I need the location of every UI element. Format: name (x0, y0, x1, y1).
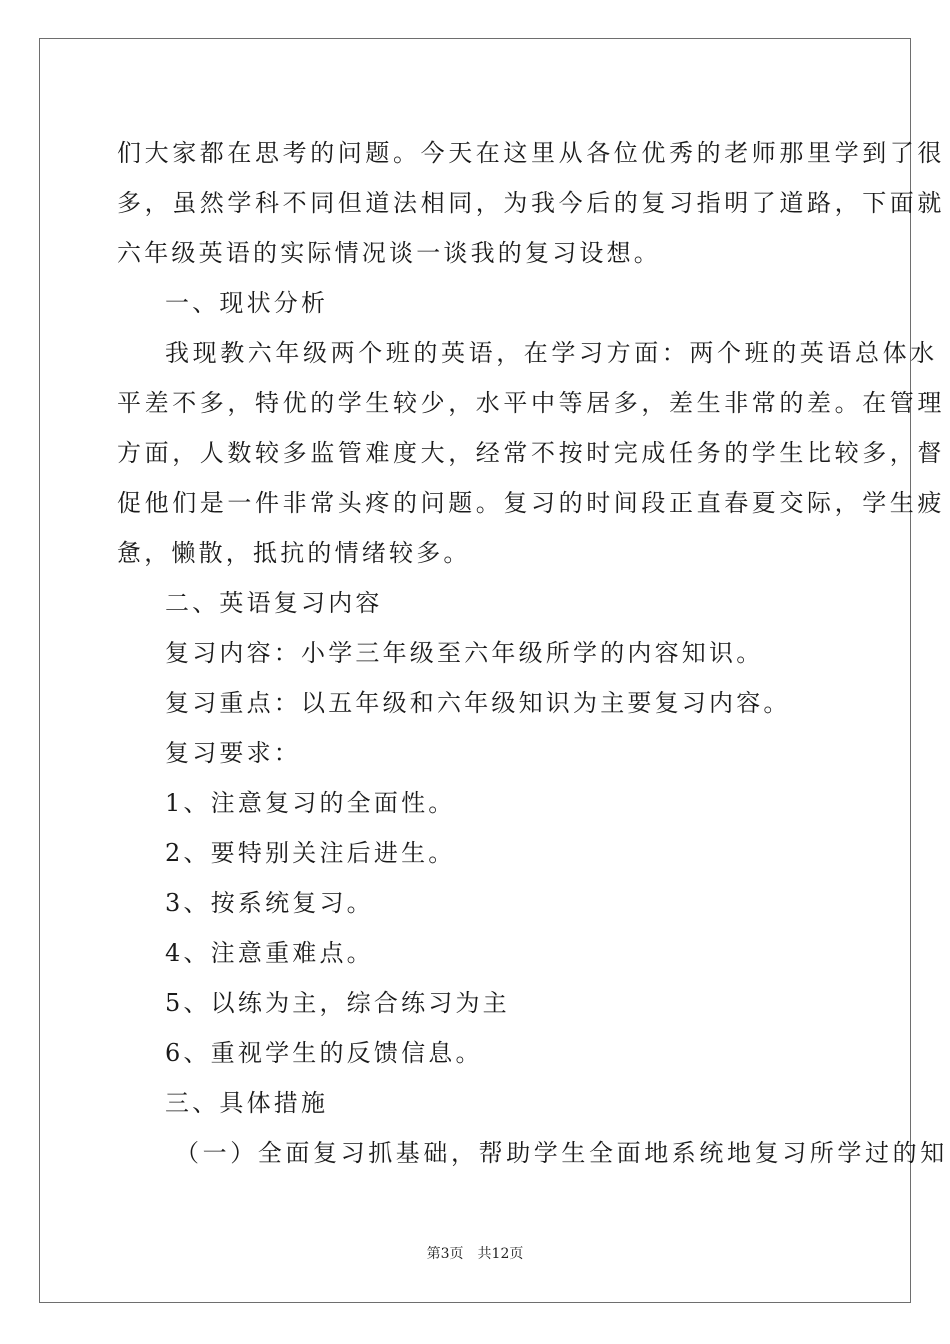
paragraph-line: 们大家都在思考的问题。今天在这里从各位优秀的老师那里学到了很 (117, 139, 945, 167)
paragraph-line: 惫，懒散，抵抗的情绪较多。 (117, 539, 471, 567)
section-heading-2: 二、英语复习内容 (165, 589, 383, 617)
requirement-item: 2、要特别关注后进生。 (165, 839, 456, 867)
requirement-item: 1、注意复习的全面性。 (165, 789, 456, 817)
paragraph-line: 促他们是一件非常头疼的问题。复习的时间段正直春夏交际，学生疲 (117, 489, 945, 517)
section-heading-3: 三、具体措施 (165, 1089, 329, 1117)
review-content-line: 复习内容：小学三年级至六年级所学的内容知识。 (165, 639, 764, 667)
paragraph-line: （一）全面复习抓基础，帮助学生全面地系统地复习所学过的知 (175, 1139, 948, 1167)
page-footer (0, 1243, 950, 1263)
requirement-item: 5、以练为主，综合练习为主 (165, 989, 510, 1017)
document-body (117, 128, 948, 1178)
review-focus-line: 复习重点：以五年级和六年级知识为主要复习内容。 (165, 689, 791, 717)
paragraph-line: 方面，人数较多监管难度大，经常不按时完成任务的学生比较多，督 (117, 439, 945, 467)
page-total: 共12页 (477, 1246, 524, 1262)
paragraph-line: 多，虽然学科不同但道法相同，为我今后的复习指明了道路，下面就 (117, 189, 945, 217)
paragraph-line: 六年级英语的实际情况谈一谈我的复习设想。 (117, 239, 661, 267)
paragraph-line: 平差不多，特优的学生较少，水平中等居多，差生非常的差。在管理 (117, 389, 945, 417)
section-heading-1: 一、现状分析 (165, 289, 329, 317)
review-requirements-label: 复习要求： (165, 739, 301, 767)
paragraph-line: 我现教六年级两个班的英语，在学习方面：两个班的英语总体水 (165, 339, 938, 367)
requirement-item: 4、注意重难点。 (165, 939, 374, 967)
requirement-item: 6、重视学生的反馈信息。 (165, 1039, 483, 1067)
page-number: 第3页 (426, 1246, 464, 1262)
requirement-item: 3、按系统复习。 (165, 889, 374, 917)
